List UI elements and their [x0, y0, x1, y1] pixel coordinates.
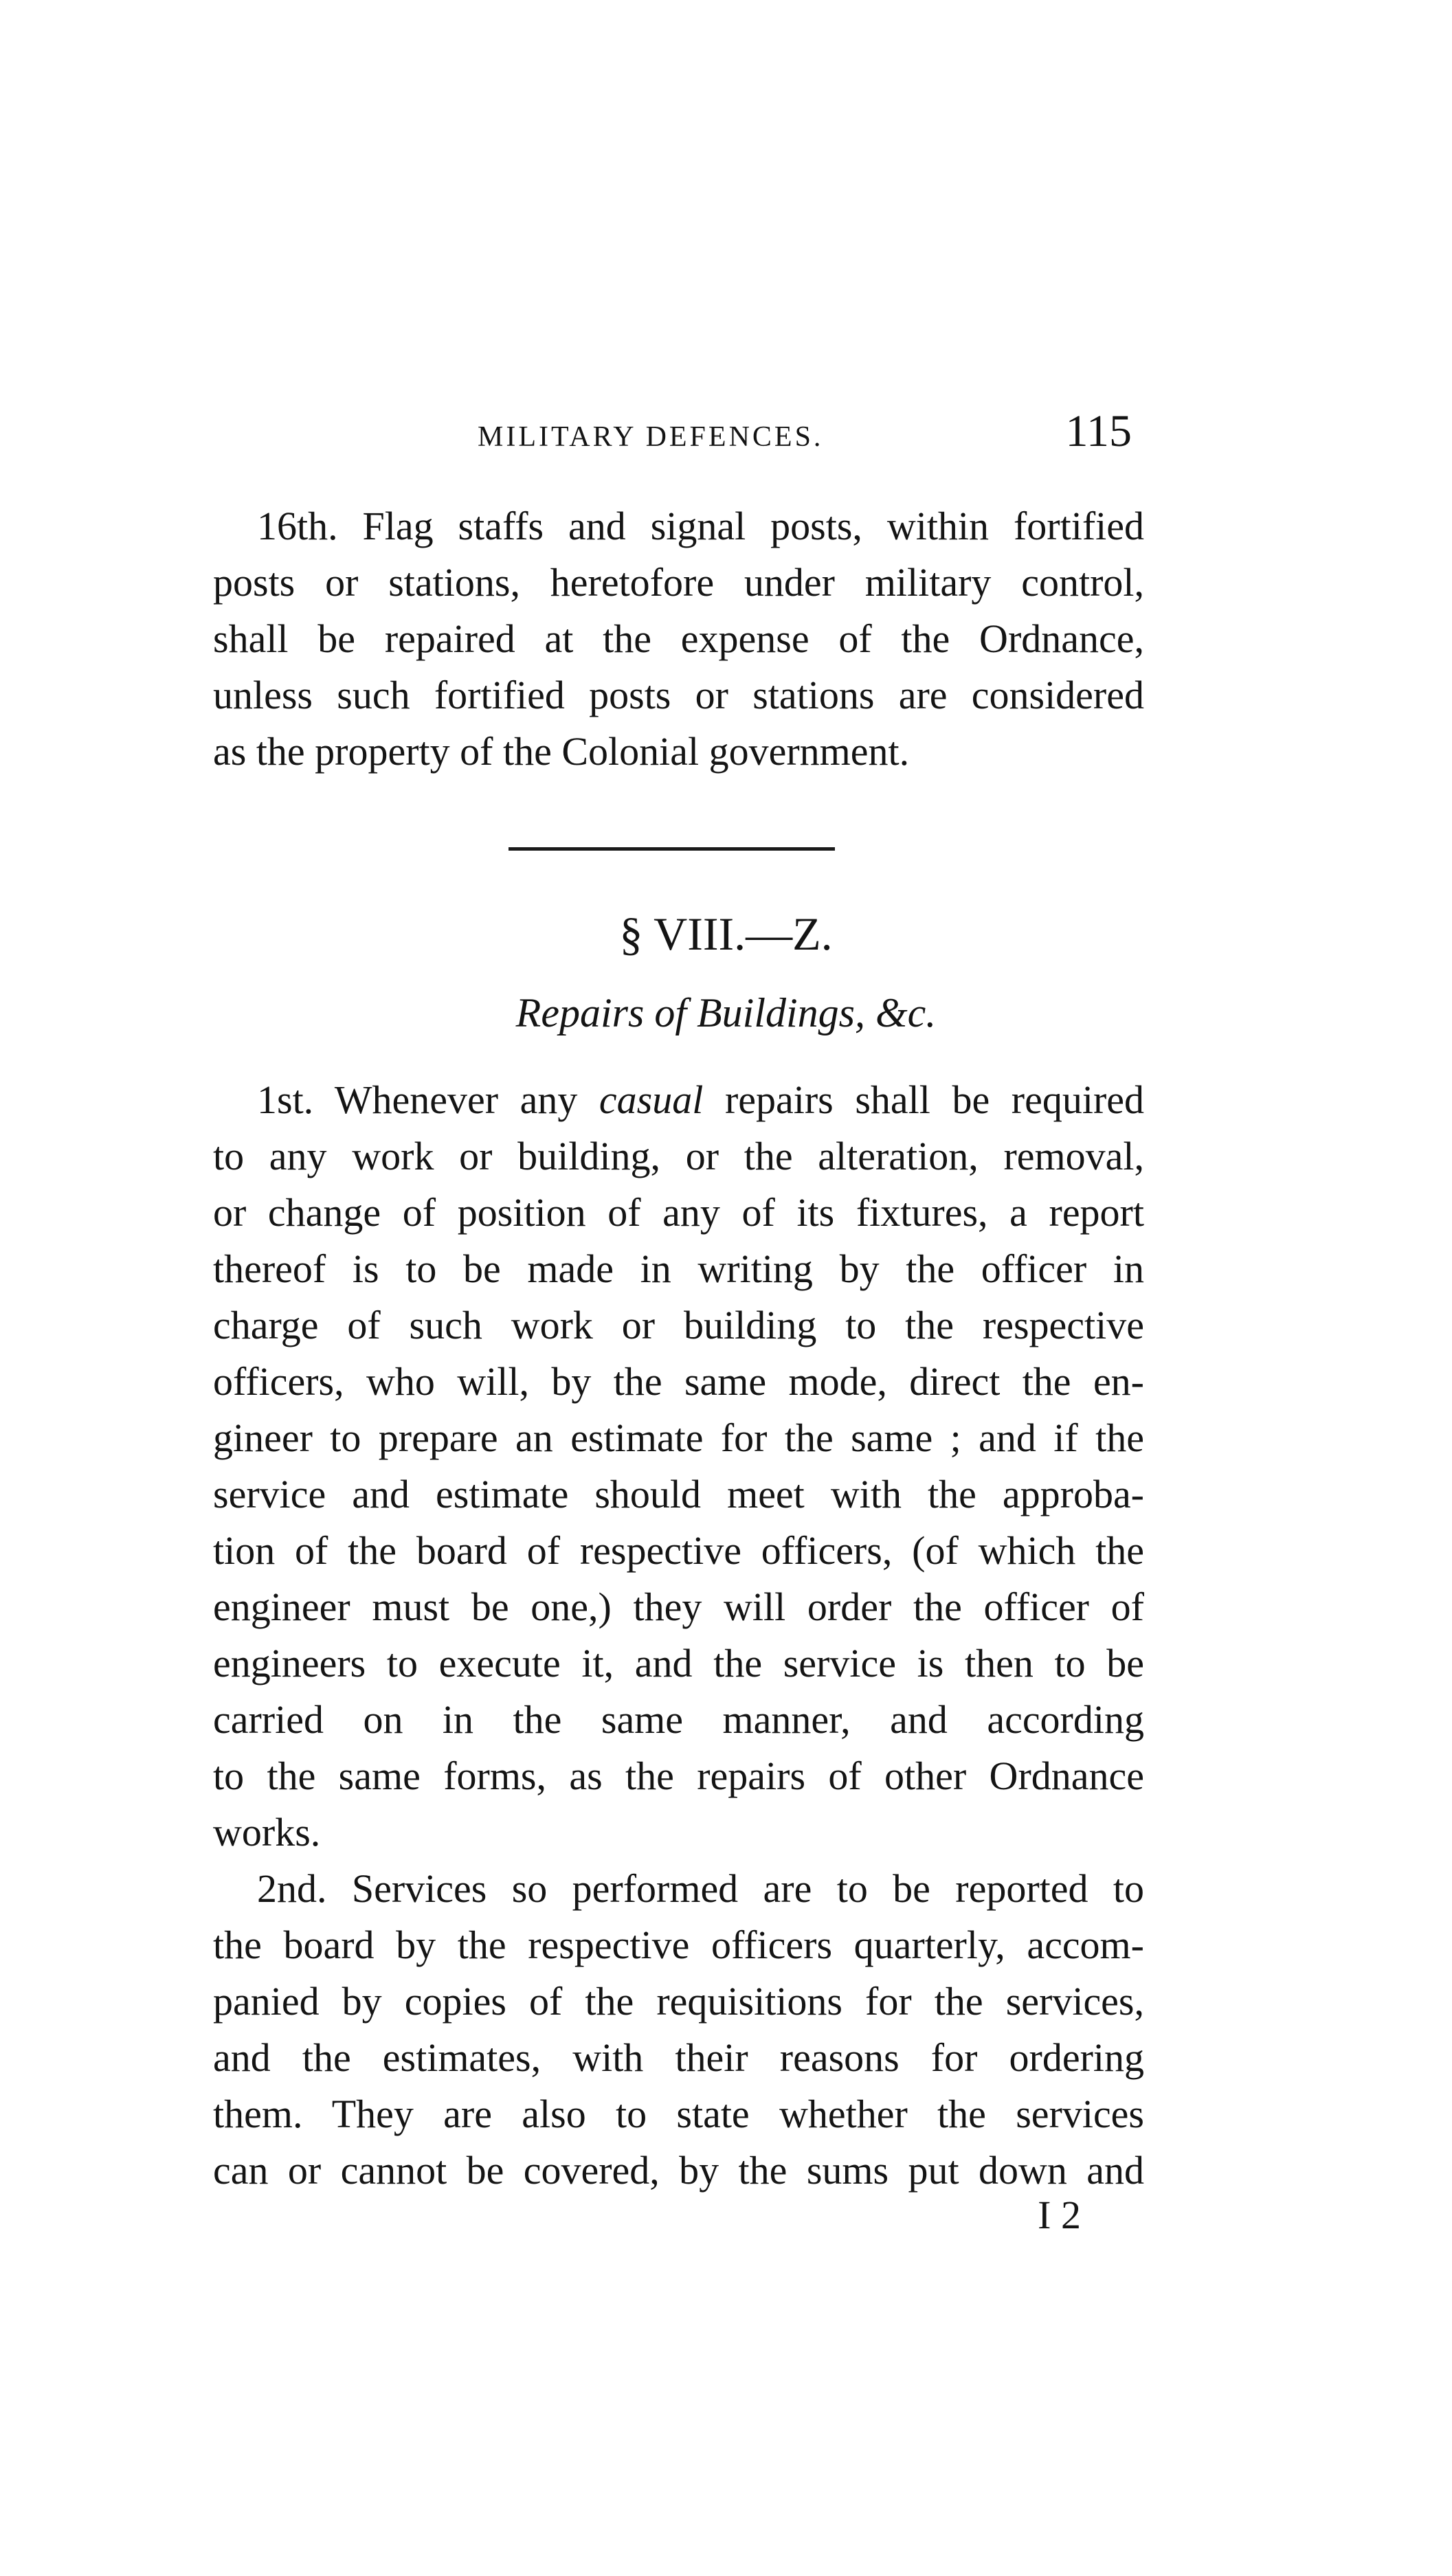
paragraph-line — [213, 1072, 1144, 1128]
paragraph-line: 16th. Flag staffs and signal posts, within fortified — [257, 504, 1144, 548]
running-head — [213, 405, 1144, 467]
paragraph-line: to any work or building, or the alteration, removal, — [213, 1134, 1144, 1178]
paragraph-line: panied by copies of the requisitions for the services, — [213, 1979, 1144, 2024]
running-title: MILITARY DEFENCES. — [478, 421, 824, 453]
paragraph-line: gineer to prepare an estimate for the same ; and if the — [213, 1415, 1144, 1460]
section-subtitle: Repairs of Buildings, &c. — [515, 990, 937, 1035]
signature-mark: I 2 — [1038, 2193, 1081, 2237]
paragraph-line: engineers to execute it, and the service is then to be — [213, 1641, 1144, 1685]
line-text: repairs shall be required — [703, 1077, 1144, 1122]
paragraph-line: and the estimates, with their reasons for ordering — [213, 2035, 1144, 2080]
paragraph-line: carried on in the same manner, and according — [213, 1697, 1144, 1742]
paragraph-line: unless such fortified posts or stations are considered — [213, 673, 1144, 717]
paragraph-line: or change of position of any of its fixtures, a report — [213, 1190, 1144, 1235]
paragraph-line: tion of the board of respective officers, (of which the — [213, 1528, 1144, 1573]
paragraph-line: the board by the respective officers quarterly, accom- — [213, 1923, 1144, 1967]
paragraph-16th — [213, 498, 1144, 780]
paragraph-line: 2nd. Services so performed are to be reported to — [257, 1866, 1144, 1911]
section-heading: § VIII.—Z. — [619, 908, 833, 960]
paragraph-line: works. — [213, 1810, 321, 1855]
paragraph-line: thereof is to be made in writing by the officer in — [213, 1246, 1144, 1291]
paragraph-line: to the same forms, as the repairs of other Ordnance — [213, 1754, 1144, 1798]
paragraph-line: posts or stations, heretofore under military control, — [213, 560, 1144, 605]
paragraph-line: them. They are also to state whether the services — [213, 2092, 1144, 2136]
paragraph-line: shall be repaired at the expense of the Ordnance, — [213, 616, 1144, 661]
paragraph-line: service and estimate should meet with the approba- — [213, 1472, 1144, 1516]
paragraph-2nd — [213, 1861, 1144, 2199]
section-divider — [509, 847, 835, 851]
emphasis-casual: casual — [599, 1077, 704, 1122]
paragraph-line: officers, who will, by the same mode, direct the en- — [213, 1359, 1144, 1404]
paragraph-line: charge of such work or building to the respective — [213, 1303, 1144, 1347]
page-number: 115 — [1065, 406, 1132, 456]
line-text: 1st. Whenever any — [257, 1077, 599, 1122]
paragraph-line: can or cannot be covered, by the sums put down and — [213, 2148, 1144, 2193]
paragraph-1st — [213, 1072, 1144, 1861]
paragraph-line: engineer must be one,) they will order the officer of — [213, 1584, 1144, 1629]
paragraph-line: as the property of the Colonial government. — [213, 729, 910, 774]
